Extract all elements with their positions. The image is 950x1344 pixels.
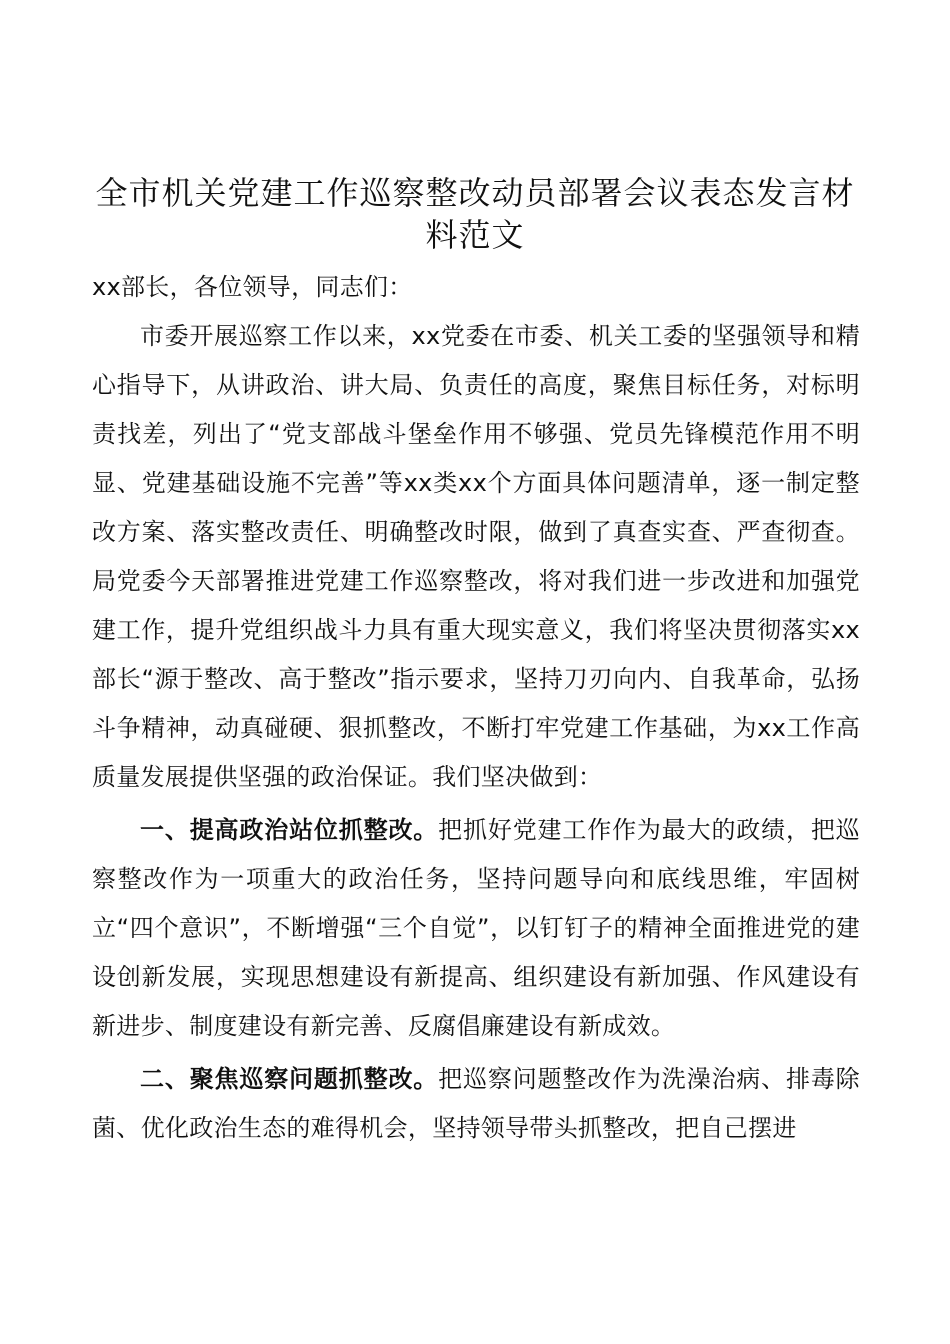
document-title: 全市机关党建工作巡察整改动员部署会议表态发言材料范文 <box>95 174 855 254</box>
point-text-2: 把巡察问题整改作为洗澡治病、排毒除菌、优化政治生态的难得机会，坚持领导带头抓整改，把自己摆进 <box>92 1065 860 1142</box>
intro-paragraph: 市委开展巡察工作以来，xx党委在市委、机关工委的坚强领导和精心指导下，从讲政治、讲大局、负责任的高度，聚焦目标任务，对标明责找差，列出了“党支部战斗堡垒作用不够强、党员先锋模范作用不明显、党建基础设施不完善”等xx类xx个方面具体问题清单，逐一制定整改方案、落实整改责任、明确整改时限，做到了真查实查、严查彻查。局党委今天部署推进党建工作巡察整改，将对我们进一步改进和加强党建工作，提升党组织战斗力具有重大现实意义，我们将坚决贯彻落实xx部长“源于整改、高于整改”指示要求，坚持刀刃向内、自我革命，弘扬斗争精神，动真碰硬、狠抓整改，不断打牢党建工作基础，为xx工作高质量发展提供坚强的政治保证。我们坚决做到： <box>92 322 860 791</box>
point-paragraph-1 <box>92 806 860 1051</box>
document-body <box>92 263 860 1153</box>
point-heading-1: 一、提高政治站位抓整改。 <box>140 816 439 844</box>
point-paragraph-2 <box>92 1055 860 1153</box>
salutation: xx部长，各位领导，同志们： <box>92 273 413 301</box>
point-text-1: 把抓好党建工作作为最大的政绩，把巡察整改作为一项重大的政治任务，坚持问题导向和底线思维，牢固树立“四个意识”，不断增强“三个自觉”，以钉钉子的精神全面推进党的建设创新发展，实现思想建设有新提高、组织建设有新加强、作风建设有新进步、制度建设有新完善、反腐倡廉建设有新成效。 <box>92 816 860 1040</box>
point-heading-2: 二、聚焦巡察问题抓整改。 <box>140 1065 439 1093</box>
